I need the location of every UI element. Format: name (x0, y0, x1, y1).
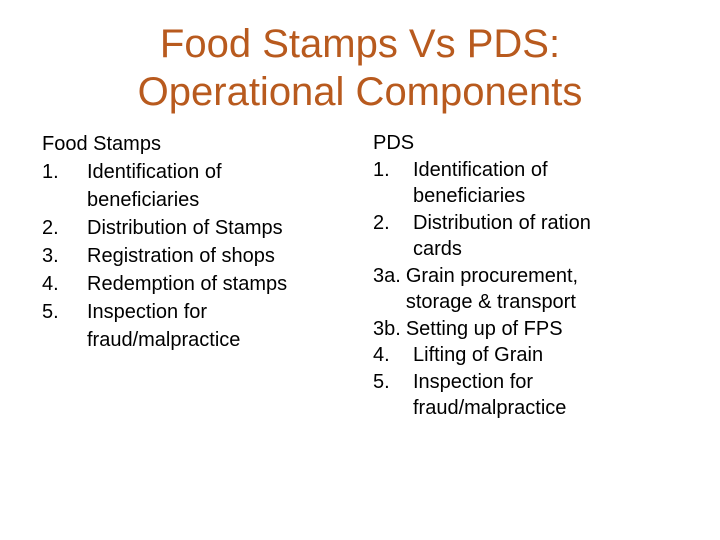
list-item-line: storage & transport (405, 291, 576, 313)
list-item-line: cards (413, 238, 462, 260)
list-item-line: Lifting of Grain (413, 344, 544, 366)
list-item-number: 2. (373, 211, 390, 234)
list-item-line: Redemption of stamps (87, 273, 288, 295)
list-item-line: Identification of (413, 158, 548, 181)
list-item-text (87, 298, 342, 354)
list-item-line: fraud/malpractice (413, 397, 567, 419)
list-item-text (87, 158, 342, 214)
list-item-number: 5. (373, 370, 390, 393)
food-stamps-list (42, 158, 342, 354)
slide-title (0, 20, 720, 116)
slide-title-line-2: Operational Components (137, 70, 583, 114)
list-item-line: Setting up of FPS (405, 317, 563, 340)
slide-title-line-1: Food Stamps Vs PDS: (159, 22, 561, 66)
list-item (373, 263, 703, 316)
list-item (373, 369, 703, 422)
list-item-text (87, 270, 342, 298)
pds-column (373, 130, 703, 422)
list-item-number: 3a. (373, 264, 401, 287)
list-item-line: Distribution of ration (413, 211, 591, 234)
list-item-text (87, 214, 342, 242)
list-item-line: beneficiaries (87, 189, 200, 211)
food-stamps-heading: Food Stamps (42, 133, 161, 155)
list-item-number: 2. (42, 217, 59, 239)
list-item-number: 4. (42, 273, 59, 295)
list-item (42, 270, 342, 298)
list-item-number: 4. (373, 344, 390, 366)
list-item-text (413, 342, 703, 369)
list-item-text (413, 369, 703, 422)
list-item-line: Inspection for (413, 370, 534, 393)
list-item-line: beneficiaries (413, 185, 526, 207)
list-item (42, 214, 342, 242)
list-item-text (406, 316, 703, 343)
list-item (373, 342, 703, 369)
list-item-number: 1. (373, 158, 390, 181)
list-item (42, 242, 342, 270)
list-item (42, 298, 342, 354)
list-item-line: Grain procurement, (405, 264, 579, 287)
list-item-number: 5. (42, 301, 59, 323)
list-item-number: 3b. (373, 317, 401, 340)
list-item (373, 210, 703, 263)
list-item-line: Registration of shops (87, 245, 275, 267)
list-item-text (406, 263, 703, 316)
list-item (42, 158, 342, 214)
pds-heading: PDS (373, 132, 415, 154)
list-item-line: Distribution of Stamps (87, 217, 283, 239)
list-item-text (87, 242, 342, 270)
list-item-number: 3. (42, 245, 59, 267)
list-item-text (413, 157, 703, 210)
list-item (373, 157, 703, 210)
list-item-line: Identification of (87, 161, 222, 183)
pds-list (373, 157, 703, 422)
list-item-line: fraud/malpractice (87, 329, 241, 351)
list-item (373, 316, 703, 343)
list-item-number: 1. (42, 161, 59, 183)
list-item-text (413, 210, 703, 263)
list-item-line: Inspection for (87, 301, 208, 323)
food-stamps-column (42, 130, 342, 354)
